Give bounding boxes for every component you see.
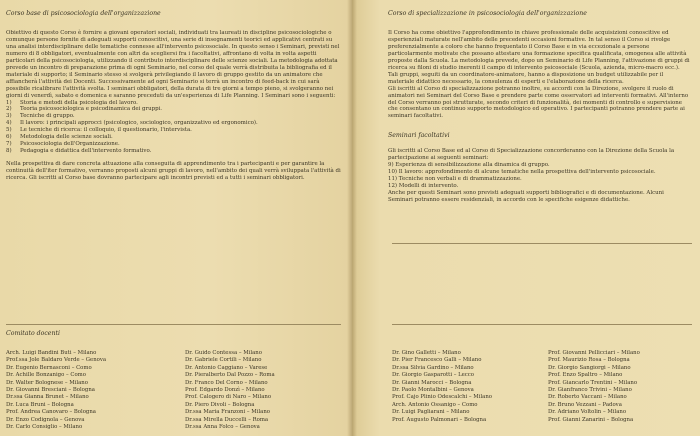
faculty-member: Dr.ssa Anna Folco – Genova: [185, 424, 260, 431]
faculty-column-3: [392, 350, 492, 424]
seminar-item: 4) Il lavoro: i principali approcci (psicologico, sociologico, organizzativo ed ergonomico).: [6, 120, 258, 127]
faculty-member: Dr. Paolo Montalbini – Genova: [392, 387, 474, 394]
faculty-member: Dr. Guido Contessa – Milano: [185, 350, 262, 356]
divider-right: [392, 324, 692, 325]
optional-seminar-item: 10) Il lavoro: approfondimento di alcune tematiche nella prospettiva dell'intervento psicosociale.: [388, 169, 656, 176]
faculty-member: Prof. Enzo Spaltro – Milano: [548, 372, 623, 379]
faculty-member: Dr. Piero Divoli – Bologna: [185, 401, 255, 408]
seminar-item: 5) Le tecniche di ricerca: il colloquio, il questionario, l'intervista.: [6, 127, 192, 134]
faculty-member: Dr. Franco Del Corno – Milano: [185, 379, 268, 386]
facoltativi-intro: Gli iscritti al Corso Base ed al Corso di Specializzazione concorderanno con la Direzione della Scuola la partecipazione ai seguenti seminari:: [388, 148, 675, 162]
faculty-member: Dr. Gianfranco Trivini – Milano: [548, 387, 632, 394]
specializzazione-para-1: Il Corso ha come obiettivo l'approfondimento in chiave professionale delle acquisizioni conoscitive ed esperienziali maturate nell'ambito delle precedenti occasioni formative. In tal senso il Corso si rivolge preferenzialmente a coloro che hanno frequentato il Corso Base e in via eccezionale a persone particolarmente motivate che possano attestare una formazione specifica qualificata, omogenea alle attività proposte dalla Scuola. La metodologia prevede, dopo un Seminario di Life Planning, l'attivazione di gruppi di ricerca su filoni di studio inerenti il campo di intervento psicosociale (Scuola, azienda, micro-macro ecc.). Tali gruppi, seguiti da un coordinatore-animatore, hanno a disposizione un budget utilizzabile per il materiale didattico necessario, la consulenza di esperti e l'elaborazione della ricerca.: [388, 30, 690, 85]
faculty-member: Prof. Edgardo Donzì – Milano: [185, 387, 265, 394]
faculty-member: Dr. Pieralberto Dal Pozzo – Roma: [185, 372, 275, 379]
faculty-member: Prof. Andrea Canovaro – Bologna: [6, 409, 96, 416]
faculty-column-1: [6, 350, 106, 431]
faculty-member: Dr. Eugenio Bernasconi – Como: [6, 364, 92, 371]
optional-seminar-item: 9) Esperienza di sensibilizzazione alla dinamica di gruppo.: [388, 162, 550, 169]
divider-left: [6, 324, 341, 325]
faculty-member: Dr.ssa Maria Franzoni – Milano: [185, 409, 271, 416]
corso-base-closing: Nella prospettiva di dare concreta attuazione alla conseguita di apprendimento tra i partecipanti e per garantire la continuità dell'iter formativo, verranno proposti alcuni gruppi di lavoro, nell'ambito dei quali verrà sviluppata l'attività di ricerca. Gli iscritti al Corso base dovranno partecipare agli incontri previsti ed a tutti i seminari obbligatori.: [6, 161, 341, 182]
faculty-member: Dr.ssa Silvia Gardino – Milano: [392, 364, 474, 371]
seminar-item: 3) Tecniche di gruppo.: [6, 113, 75, 120]
faculty-member: Prof. Giovanni Pellicciari – Milano: [548, 350, 640, 356]
faculty-column-4: [548, 350, 640, 424]
faculty-member: Prof. Cajo Plinio Odescalchi – Milano: [392, 394, 493, 401]
optional-seminar-item: 11) Tecniche non verbali e di drammatizzazione.: [388, 176, 522, 183]
optional-seminar-list: [388, 162, 690, 190]
faculty-member: Dr. Gabriele Cortili – Milano: [185, 357, 262, 364]
faculty-member: Dr. Luca Bruni – Bologna: [6, 401, 74, 408]
faculty-member: Dr. Roberto Vaccani – Milano: [548, 394, 627, 401]
seminar-item: 2) Teoria psicosociologica e psicodinamica dei gruppi.: [6, 106, 163, 113]
specializzazione-para-2: Gli iscritti al Corso di specializzazione potranno inoltre, su accordi con la Direzione, svolgere il ruolo di animatori nei Seminari del Corso Base e prendere parte come osservatori ad interventi formativi. All'interno del Corso verranno poi strutturate, secondo criteri di funzionalità, dei momenti di controllo e supervisione che consentano un continuo supporto metodologico ed operativo. I partecipanti potranno prendere parte ai seminari facoltativi.: [388, 85, 689, 120]
faculty-member: Dr. Gino Galletti – Milano: [392, 350, 461, 356]
optional-seminar-item: 12) Modelli di intervento.: [388, 183, 459, 190]
faculty-member: Dr. Carlo Consiglio – Milano: [6, 424, 83, 431]
corso-base-heading: Corso base di psicosociologia dell'organizzazione: [6, 10, 161, 17]
seminar-item: 7) Psicosociologia dell'Organizzazione.: [6, 141, 120, 148]
faculty-member: Dr. Adriano Voltolin – Milano: [548, 409, 627, 416]
faculty-member: Prof. Giancarlo Trentini – Milano: [548, 379, 638, 386]
faculty-member: Dr. Pier Francesco Galli – Milano: [392, 357, 482, 364]
faculty-member: Dr. Walter Bolognese – Milano: [6, 379, 88, 386]
faculty-member: Dr. Enzo Codignola – Genova: [6, 416, 85, 423]
faculty-member: Dr. Achille Bonzanigo – Como: [6, 372, 86, 379]
seminar-item: 8) Pedagogia e didattica dell'intervento formativo.: [6, 148, 152, 155]
seminari-facoltativi-heading: Seminari facoltativi: [388, 132, 450, 140]
seminar-item: 1) Storia e metodi della psicologia del lavoro.: [6, 99, 138, 106]
faculty-member: Arch. Antonio Ossanigo – Como: [392, 401, 478, 408]
page-gutter: [347, 0, 357, 436]
faculty-member: Arch. Luigi Bandini Buti – Milano: [6, 350, 97, 356]
faculty-member: Dr. Luigi Pagliarani – Milano: [392, 409, 470, 416]
faculty-member: Dr. Antonio Caggiano – Varese: [185, 364, 268, 371]
comitato-docenti-heading: Comitato docenti: [6, 330, 60, 337]
faculty-member: Prof. Gianni Zanarini – Bologna: [548, 416, 634, 423]
faculty-member: Prof. Augusto Palmonari – Bologna: [392, 416, 487, 423]
corso-base-intro: Obiettivo di questo Corso è fornire a giovani operatori sociali, individuati tra laureati in discipline psicosociologiche o comunque persone fornite di adeguati supporti conoscitivi, una serie di insegnamenti teorici ed applicativi centrati su una analisi interdisciplinare delle tematiche connesse all'intervento psicosociale. In questo senso i Seminari, previsti nel numero di 8 obbligatori, eventualmente con altri da scegliersi fra i facoltativi, affrontano di volta in volta aspetti particolari della psicosociologia, utilizzando il contributo interdisciplinare delle scienze sociali. La metodologia adottata prevede un incontro di preparazione prima di ogni Seminario, nel corso del quale verrà distribuita la bibliografia ed il materiale di supporto; il Seminario stesso si svolgerà privilegiando il lavoro di gruppo gestito da un animatore che affiancherà l'attività dei Docenti. Successivamente ad ogni Seminario si terrà un incontro di feed-back in cui sarà possibile ricalibrare l'attività svolta. I seminari obbligatori, della durata di tre giorni a tempo pieno, si svolgeranno nei giorni di venerdì, sabato e domenica e saranno preceduti da un'esperienza di Life Planning. I Seminari sono i seguenti:: [6, 30, 340, 99]
faculty-member: Prof.ssa Jole Baldaro Verde – Genova: [6, 357, 107, 364]
faculty-member: Dr.ssa Mirella Duccelli – Roma: [185, 416, 269, 423]
mandatory-seminar-list: [6, 100, 342, 156]
seminar-item: 6) Metodologia delle scienze sociali.: [6, 134, 113, 141]
faculty-member: Dr. Gianni Marocci – Bologna: [392, 379, 472, 386]
faculty-member: Prof. Calogero di Naro – Milano: [185, 394, 272, 401]
faculty-member: Dr. Giorgio Sangiorgi – Milano: [548, 364, 631, 371]
faculty-member: Dr.ssa Gianna Brunet – Milano: [6, 394, 89, 401]
specializzazione-heading: Corso di specializzazione in psicosociologia dell'organizzazione: [388, 10, 587, 17]
divider-seminari: [392, 243, 692, 244]
faculty-member: Dr. Giovanni Bresciani – Bologna: [6, 387, 95, 394]
faculty-column-2: [185, 350, 275, 431]
faculty-member: Dr. Bruno Vezzani – Padova: [548, 401, 622, 408]
facoltativi-closing: Anche per questi Seminari sono previsti adeguati supporti bibliografici e di documentazione. Alcuni Seminari potranno essere residenziali, in accordo con le specifiche esigenze didattiche.: [388, 190, 664, 204]
faculty-member: Prof. Maurizio Rosa – Bologna: [548, 357, 630, 364]
faculty-member: Dr. Giorgio Gasparotti – Lecco: [392, 372, 475, 379]
